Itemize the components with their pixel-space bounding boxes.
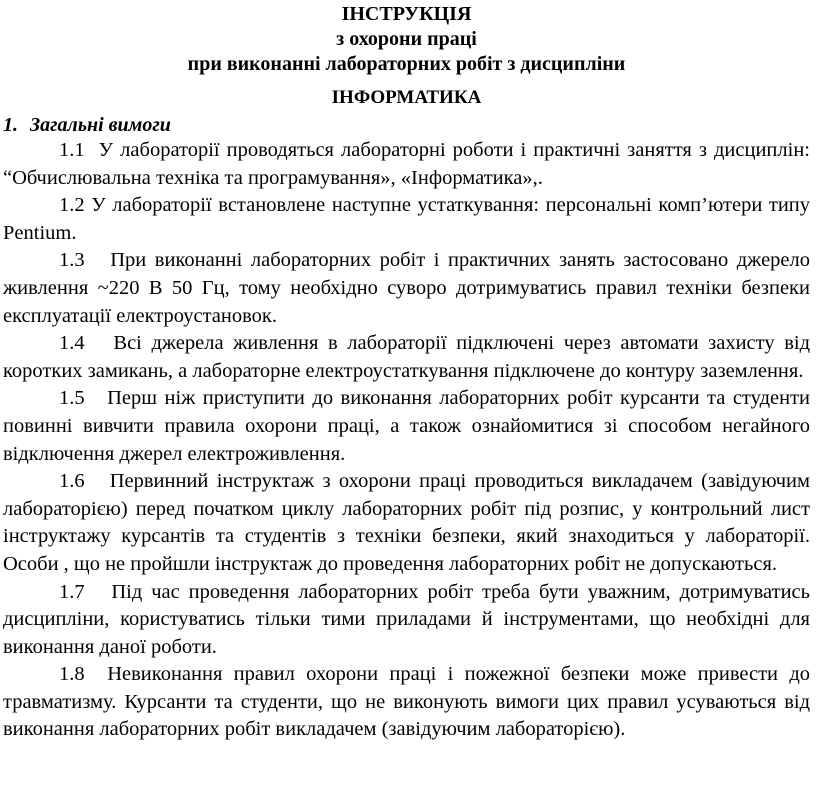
paragraph-number: 1.4 [59, 332, 85, 355]
paragraph-1-6 [3, 468, 810, 578]
section-title: Загальні вимоги [30, 114, 171, 136]
paragraph-number: 1.1 [59, 139, 85, 161]
paragraph-1-7 [3, 579, 810, 662]
doc-title-line-2: з охорони праці [336, 28, 477, 50]
paragraph-text: Невиконання правил охорони праці і пожежної безпеки може привести до травматизму. Курсанти та студенти, що не виконують вимоги цих правил усуваються від виконання лабораторних робіт викладачем (завідуючим лабораторією). [3, 663, 810, 741]
paragraph-text: У лабораторії встановлене наступне устаткування: персональні комп’ютери типу Pentium. [3, 194, 811, 244]
paragraph-number: 1.5 [59, 387, 85, 410]
paragraph-number: 1.2 [59, 194, 85, 217]
paragraph-text: При виконанні лабораторних робіт і практичних занять застосовано джерело живлення ~220 В 50 Гц, тому необхідно суворо дотримуватись правил техніки безпеки експлуатації електроустановок. [3, 249, 811, 327]
paragraph-1-4 [3, 330, 810, 385]
paragraph-1-2 [3, 192, 810, 247]
paragraph-text: Всі джерела живлення в лабораторії підключені через автомати захисту від коротких замикань, а лабораторне електроустаткування підключене до контуру заземлення. [3, 332, 810, 382]
paragraph-text: Перш ніж приступити до виконання лабораторних робіт курсанти та студенти повинні вивчити правила охорони праці, а також ознайомитися зі способом негайного відключення джерел електроживлення. [3, 387, 811, 465]
paragraph-number: 1.7 [59, 580, 85, 603]
section-number: 1. [3, 114, 18, 136]
section-heading [3, 113, 810, 137]
paragraph-number: 1.8 [59, 663, 85, 686]
doc-title-line-3: при виконанні лабораторних робіт з дисципліни [187, 53, 626, 75]
paragraph-1-1 [3, 137, 810, 192]
paragraph-1-8 [3, 661, 810, 744]
paragraph-1-5 [3, 385, 810, 468]
doc-title: ІНСТРУКЦІЯ [341, 3, 472, 25]
paragraph-number: 1.6 [59, 470, 85, 493]
paragraph-text: У лабораторії проводяться лабораторні роботи і практичні заняття з дисциплін: “Обчислювальна техніка та програмування», «Інформатика»,. [3, 139, 810, 189]
paragraph-1-3 [3, 247, 810, 330]
paragraph-text: Під час проведення лабораторних робіт треба бути уважним, дотримуватись дисципліни, користуватись тільки тими приладами й інструментами, що необхідні для виконання даної роботи. [3, 580, 810, 658]
paragraph-number: 1.3 [59, 249, 85, 272]
doc-subject: ІНФОРМАТИКА [331, 87, 482, 108]
paragraph-text: Первинний інструктаж з охорони праці проводиться викладачем (завідуючим лабораторією) перед початком циклу лабораторних робіт під розпис, у контрольний лист інструктажу курсантів та студентів з техніки безпеки, який знаходиться у лабораторії. Особи , що не пройшли інструктаж до проведення лабораторних робіт не допускаються. [3, 470, 810, 575]
